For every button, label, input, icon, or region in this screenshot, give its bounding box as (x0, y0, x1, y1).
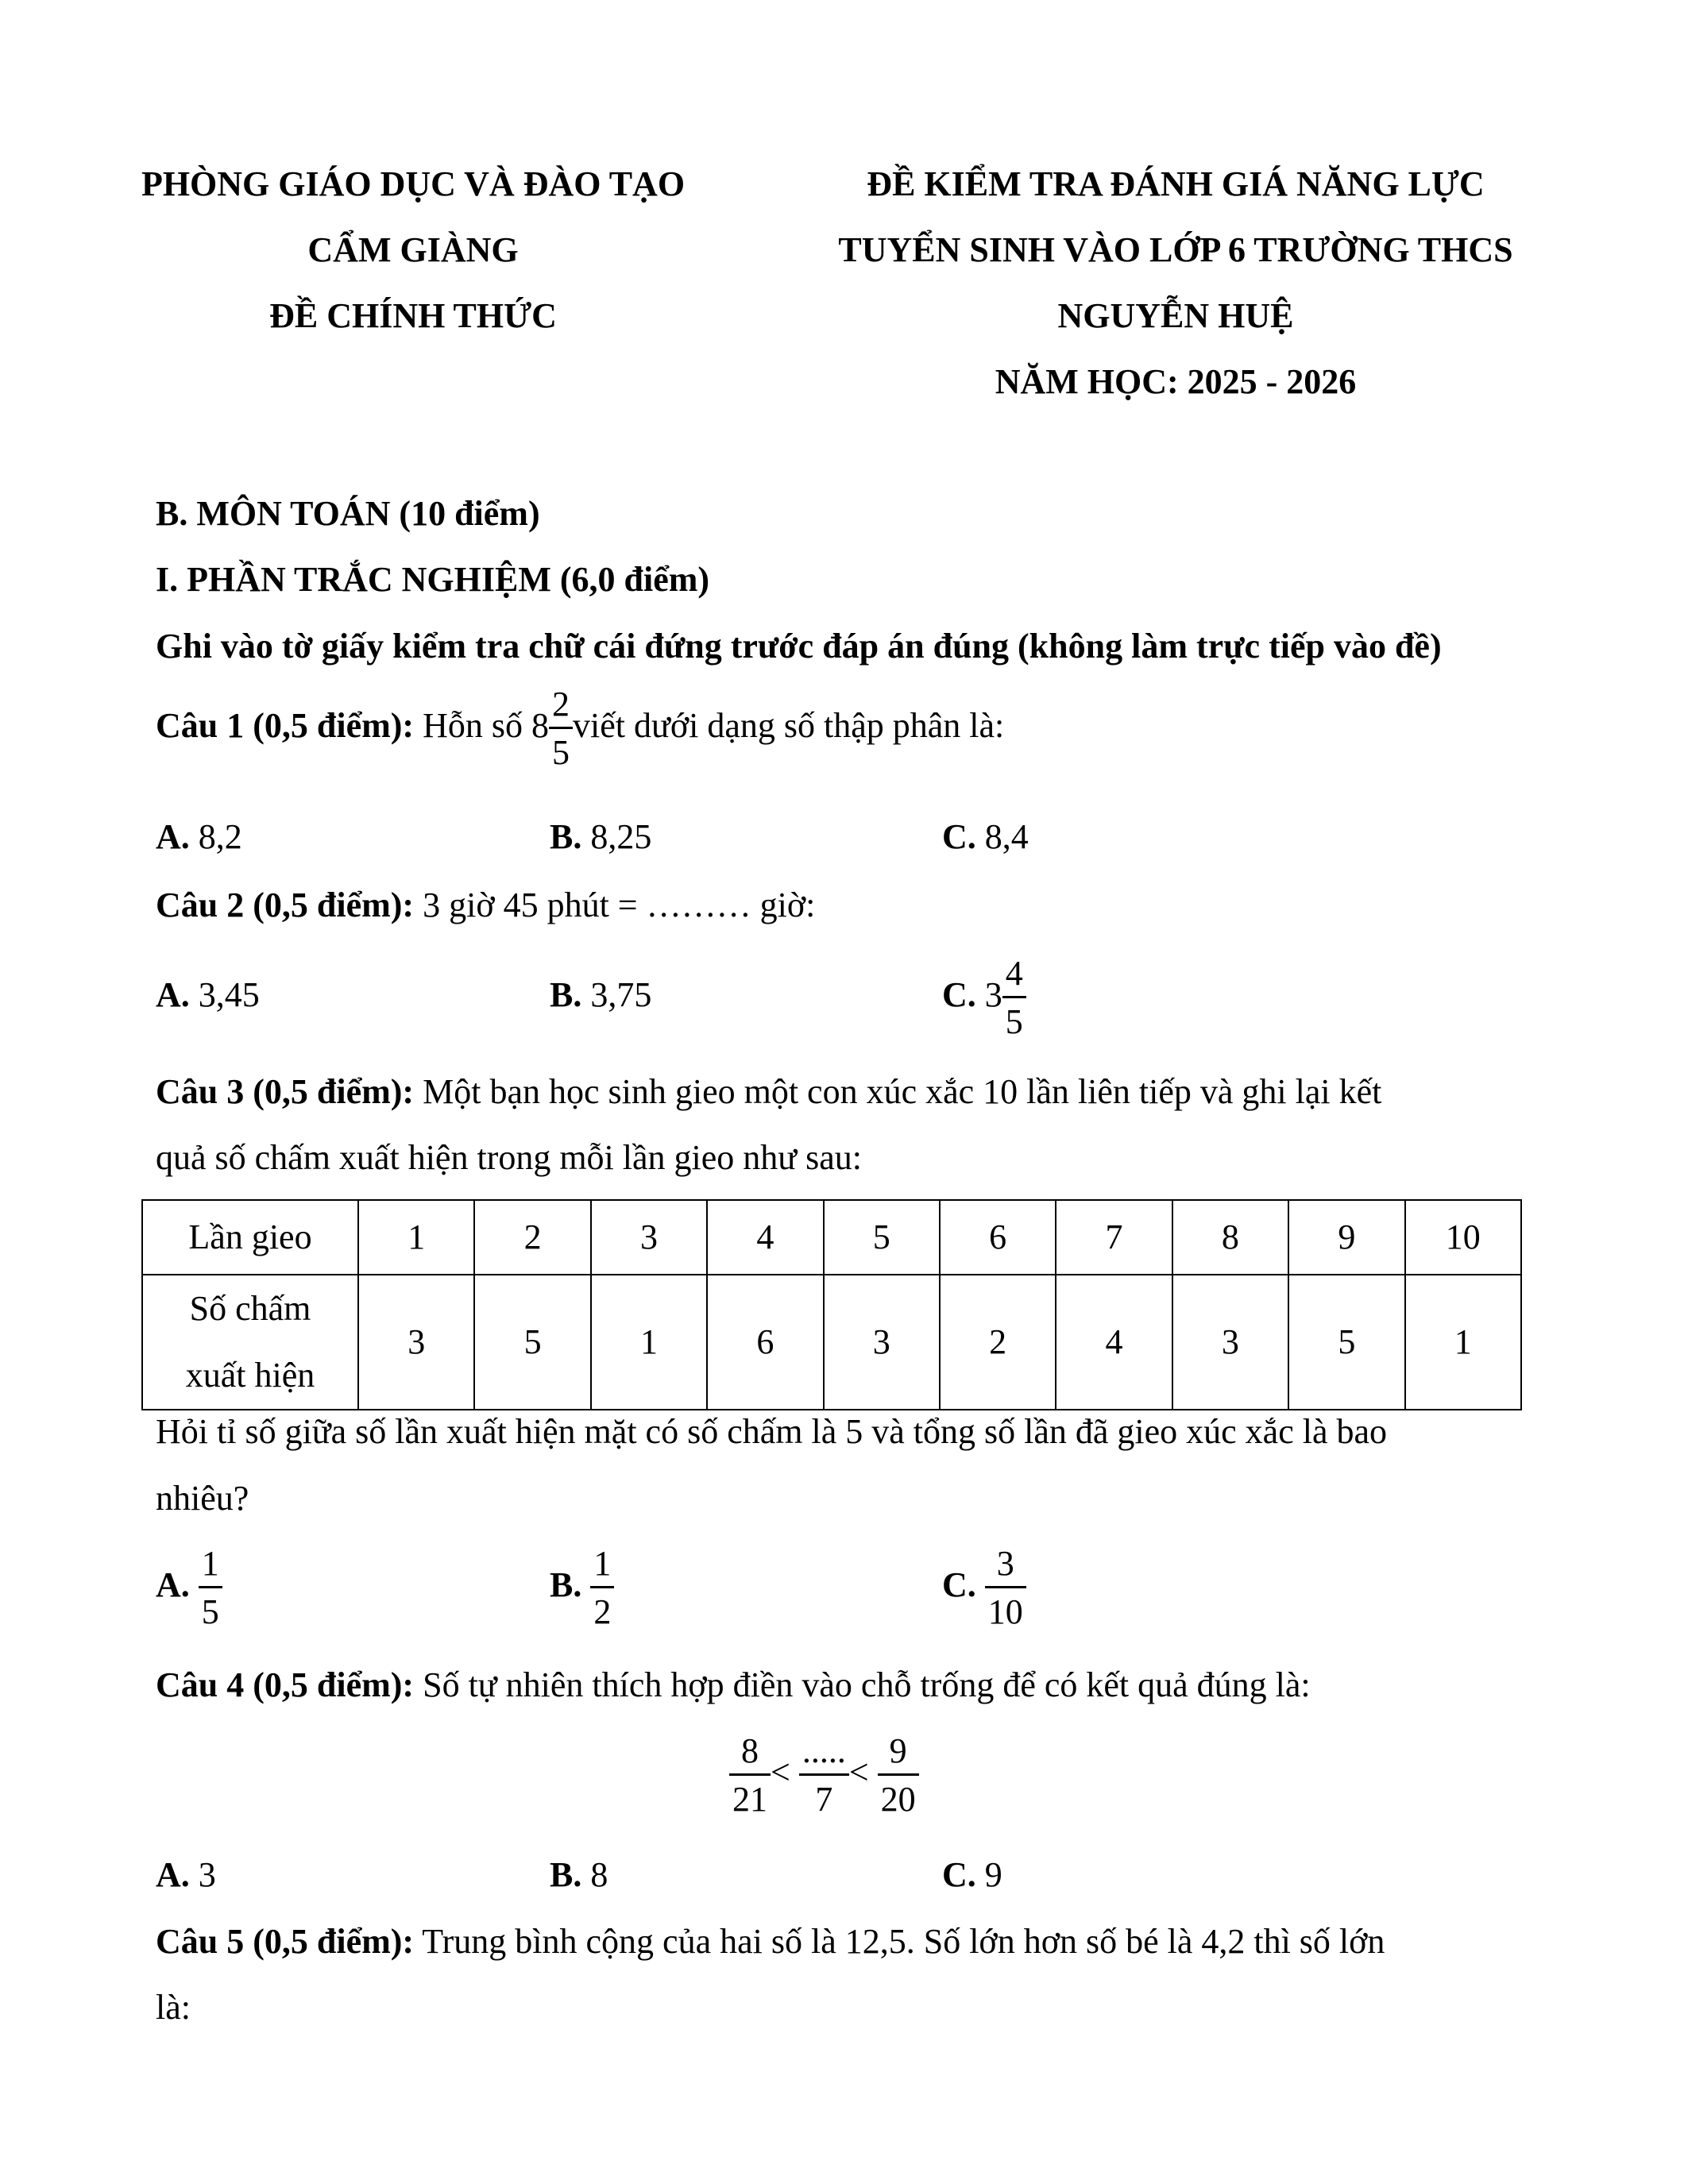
q2-option-b: B. 3,75 (550, 975, 652, 1014)
q2-option-a: A. 3,45 (156, 975, 260, 1014)
question-5-line2: là: (156, 1988, 191, 2027)
exam-title-line2: TUYỂN SINH VÀO LỚP 6 TRƯỜNG THCS (838, 230, 1513, 269)
exam-title-line3: NGUYỄN HUỆ (1057, 296, 1294, 335)
fraction: $\frac{8}{21}$ (729, 1734, 771, 1817)
q4-option-a: A. 3 (156, 1855, 216, 1894)
question-3-label: Câu 3 (0,5 điểm): (156, 1072, 415, 1111)
fraction: $\frac{1}{2}$ (590, 1546, 614, 1630)
q3-option-b: B. $\frac{1}{2}$ (550, 1541, 614, 1630)
question-5-line1: Câu 5 (0,5 điểm): Trung bình cộng của hai số là 12,5. Số lớn hơn số bé là 4,2 thì số lớn (156, 1922, 1385, 1961)
question-5-label: Câu 5 (0,5 điểm): (156, 1922, 415, 1961)
q2-option-c: C. 3 $\frac{4}{5}$ (942, 951, 1026, 1040)
q1-option-b: B. 8,25 (550, 817, 652, 856)
question-2: Câu 2 (0,5 điểm): 3 giờ 45 phút = ……… giờ: (156, 886, 816, 924)
mixed-number: 8 $\frac{2}{5}$ (531, 706, 573, 745)
fraction: $\frac{9}{20}$ (878, 1734, 919, 1817)
subject-heading: B. MÔN TOÁN (10 điểm) (156, 494, 540, 533)
instruction: Ghi vào tờ giấy kiểm tra chữ cái đứng trước đáp án đúng (không làm trực tiếp vào đề) (156, 627, 1442, 666)
question-4: Câu 4 (0,5 điểm): Số tự nhiên thích hợp điền vào chỗ trống để có kết quả đúng là: (156, 1665, 1311, 1704)
row-header-dots: Số chấm xuất hiện (142, 1275, 358, 1410)
inequality: $\frac{8}{21}$ < $\frac{.....}{7}$ < $\frac{9}{20}$ (729, 1728, 919, 1817)
fraction: $\frac{.....}{7}$ (799, 1734, 849, 1817)
question-3-line3: Hỏi tỉ số giữa số lần xuất hiện mặt có số chấm là 5 và tổng số lần đã gieo xúc xắc là bao (156, 1412, 1388, 1451)
q3-option-c: C. $\frac{3}{10}$ (942, 1541, 1026, 1630)
fraction: $\frac{2}{5}$ (549, 687, 573, 770)
part-heading: I. PHẦN TRẮC NGHIỆM (6,0 điểm) (156, 560, 710, 599)
q1-option-c: C. 8,4 (942, 817, 1029, 856)
question-2-label: Câu 2 (0,5 điểm): (156, 886, 415, 924)
q4-option-b: B. 8 (550, 1855, 608, 1894)
question-3-line1: Câu 3 (0,5 điểm): Một bạn học sinh gieo một con xúc xắc 10 lần liên tiếp và ghi lại kết (156, 1072, 1382, 1111)
question-4-label: Câu 4 (0,5 điểm): (156, 1665, 415, 1704)
question-1-label: Câu 1 (0,5 điểm): (156, 706, 415, 745)
dice-results-table (141, 1199, 1522, 1410)
fraction: $\frac{3}{10}$ (985, 1546, 1026, 1630)
header-right (747, 151, 1605, 415)
table-row: Lần gieo 1 2 3 4 5 6 7 8 9 10 (142, 1200, 1521, 1275)
fraction: $\frac{4}{5}$ (1002, 956, 1026, 1040)
header-left (103, 151, 723, 349)
district-name: CẨM GIÀNG (307, 230, 519, 269)
school-year: NĂM HỌC: 2025 - 2026 (995, 362, 1357, 401)
row-header-roll: Lần gieo (142, 1200, 358, 1275)
question-1: Câu 1 (0,5 điểm): Hỗn số 8 $\frac{2}{5}$ viết dưới dạng số thập phân là: (156, 685, 1005, 773)
q4-option-c: C. 9 (942, 1855, 1002, 1894)
table-row: Số chấm xuất hiện 3 5 1 6 3 2 4 3 5 1 (142, 1275, 1521, 1410)
q1-option-a: A. 8,2 (156, 817, 242, 856)
official-label: ĐỀ CHÍNH THỨC (269, 296, 557, 335)
fraction: $\frac{1}{5}$ (199, 1546, 222, 1630)
exam-title-line1: ĐỀ KIỂM TRA ĐÁNH GIÁ NĂNG LỰC (867, 164, 1485, 203)
q3-option-a: A. $\frac{1}{5}$ (156, 1541, 222, 1630)
question-3-line2: quả số chấm xuất hiện trong mỗi lần gieo như sau: (156, 1138, 863, 1177)
question-3-line4: nhiêu? (156, 1479, 249, 1518)
department-name: PHÒNG GIÁO DỤC VÀ ĐÀO TẠO (141, 164, 686, 203)
